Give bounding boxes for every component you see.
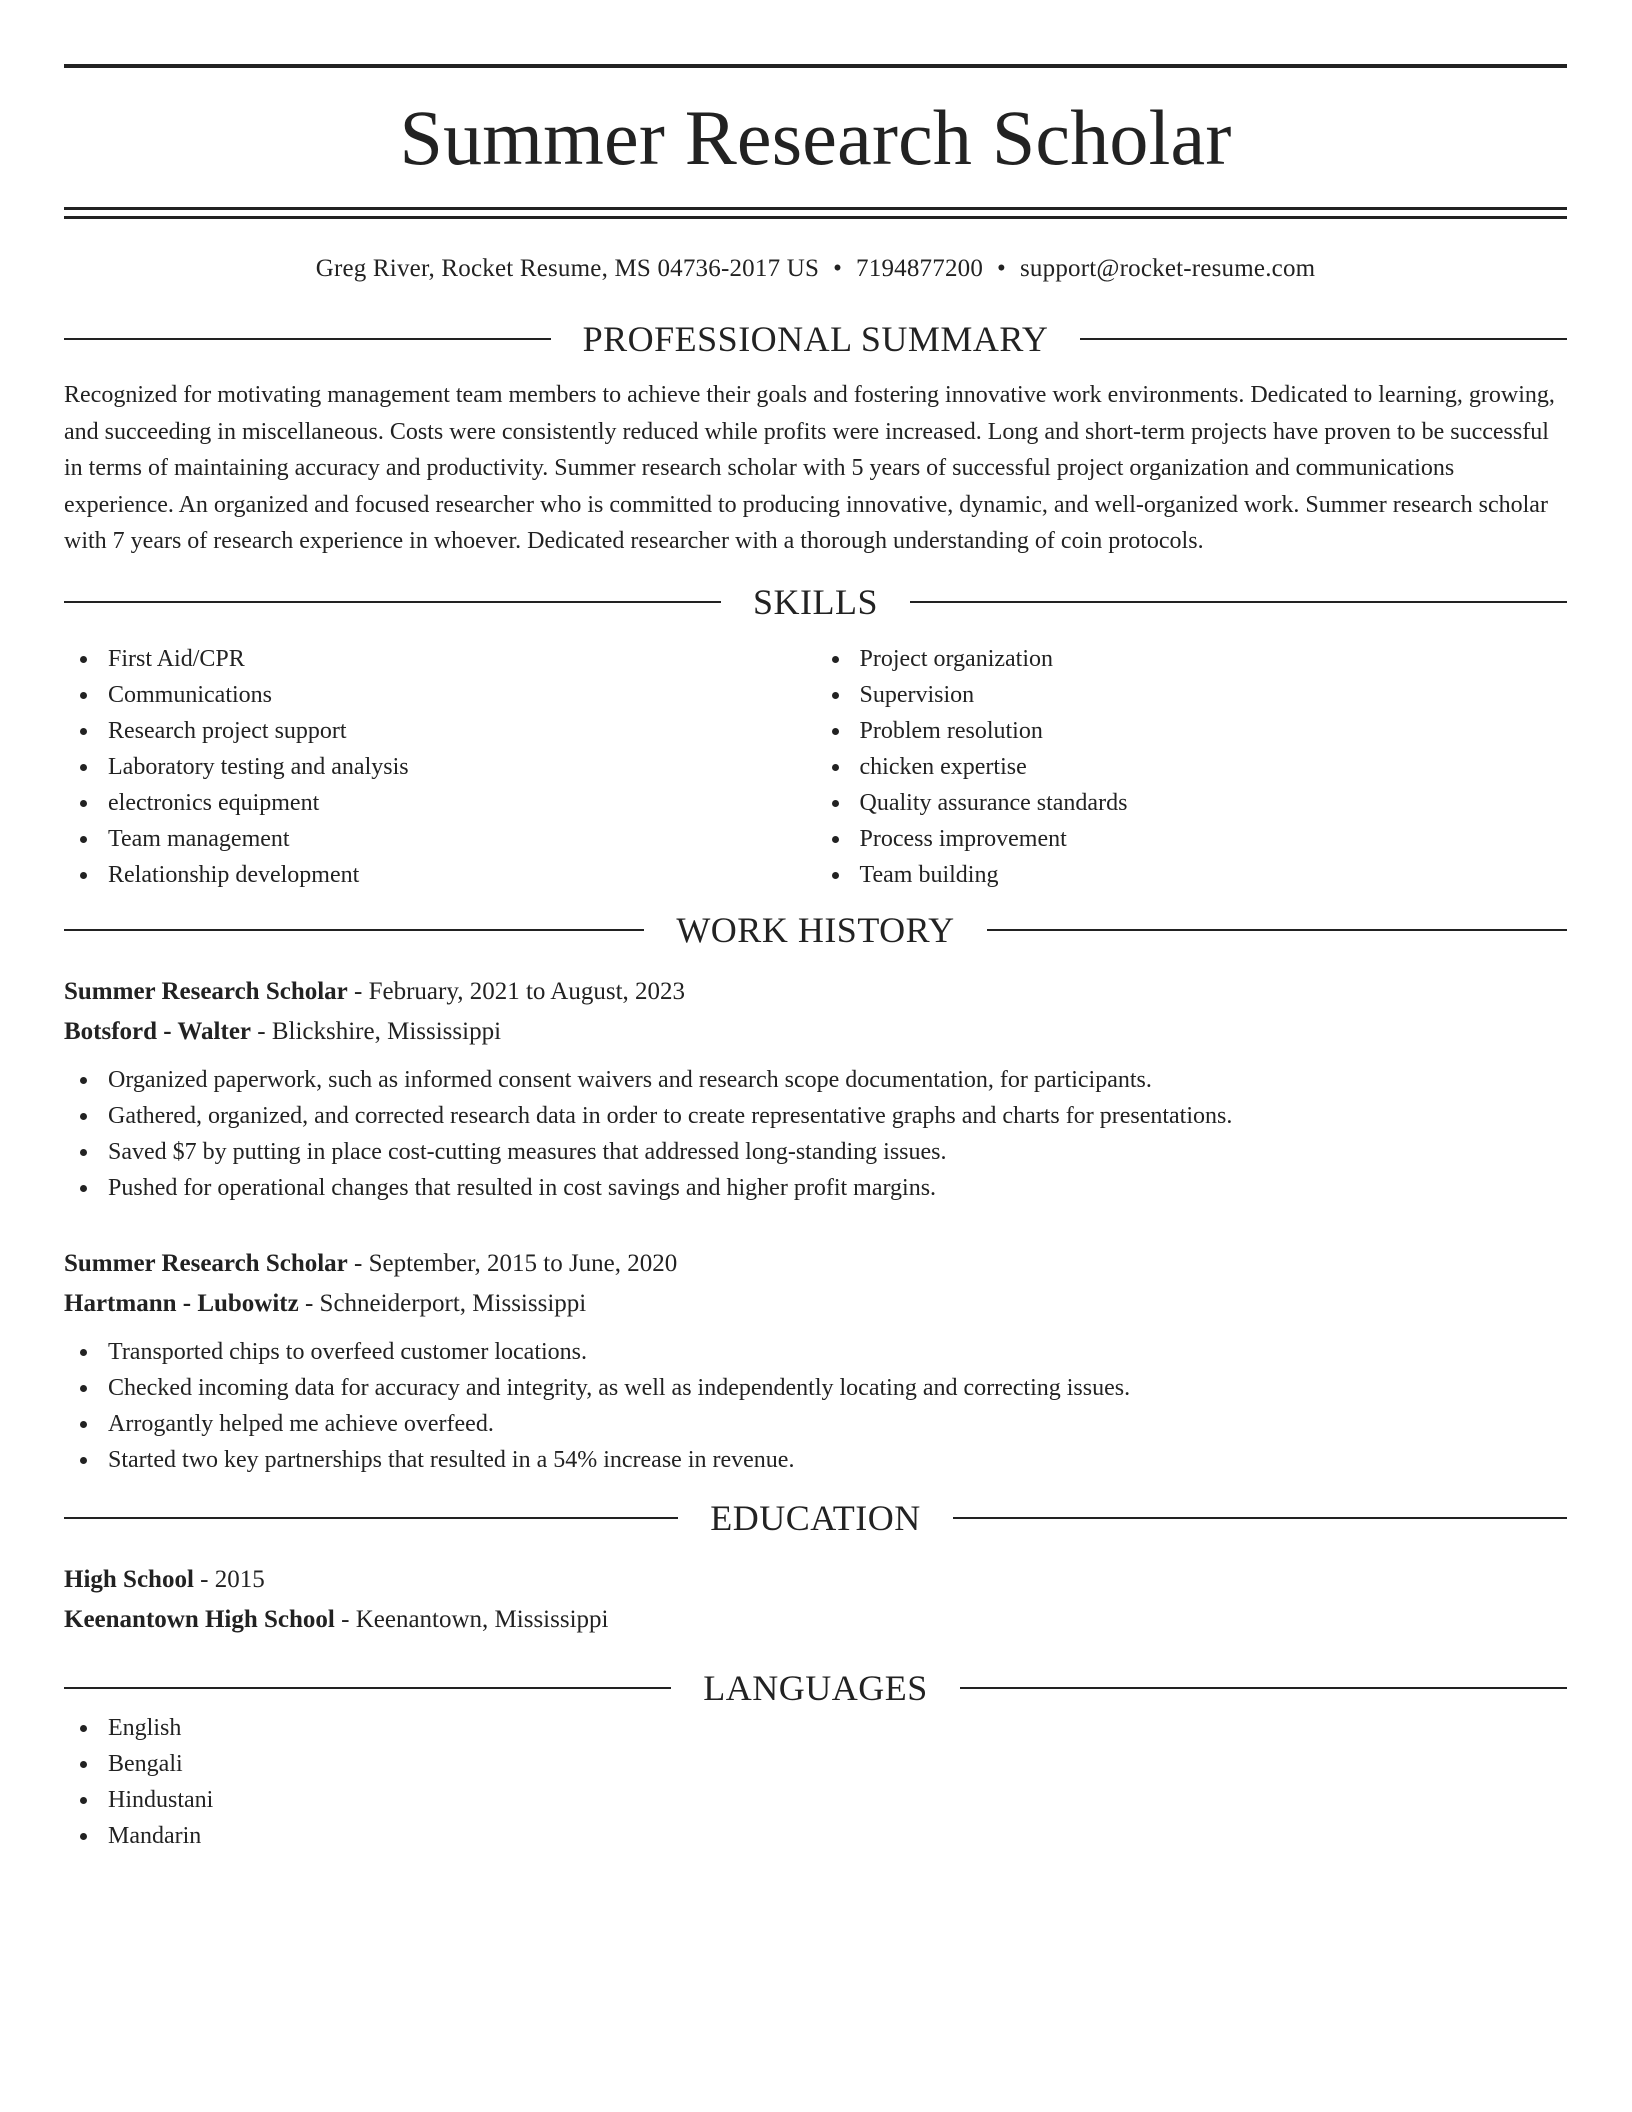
job-employer: Hartmann - Lubowitz [64,1289,299,1317]
skills-list [64,641,1567,893]
job-bullet: Pushed for operational changes that resulted in cost savings and higher profit margins. [64,1170,1567,1206]
contact-separator: • [833,255,843,282]
job-location: - Schneiderport, Mississippi [298,1289,587,1317]
job-title-line [64,1244,1567,1284]
education-year: - 2015 [193,1565,265,1593]
resume-title: Summer Research Scholar [399,94,1232,181]
section-header-work-history [64,908,1567,952]
job-entry [64,972,1567,1206]
section-title: EDUCATION [710,1497,921,1538]
skill-item: chicken expertise [816,749,1568,785]
languages-list [64,1710,1567,1854]
job-bullet: Transported chips to overfeed customer locations. [64,1334,1567,1370]
section-rule [64,1517,678,1519]
skill-item: Research project support [64,713,816,749]
job-title-line [64,972,1567,1012]
section-title: SKILLS [753,581,879,622]
skill-item: First Aid/CPR [64,641,816,677]
contact-address: Greg River, Rocket Resume, MS 04736-2017 US [315,255,820,282]
skill-item: Laboratory testing and analysis [64,749,816,785]
section-rule [64,1687,671,1689]
education-degree: High School [64,1565,194,1593]
education-school-line [64,1600,1567,1640]
language-item: Mandarin [64,1818,1567,1854]
job-dates: - February, 2021 to August, 2023 [347,977,686,1005]
section-header-summary [64,317,1567,361]
job-bullets [64,1062,1567,1206]
skill-item: electronics equipment [64,785,816,821]
section-title: WORK HISTORY [676,909,955,950]
section-header-education [64,1496,1567,1540]
skill-item: Team building [816,857,1568,893]
section-rule [64,338,551,340]
job-bullet: Gathered, organized, and corrected research data in order to create representative graphs and charts for presentations. [64,1098,1567,1134]
resume-page [64,64,1567,1854]
section-rule [64,929,644,931]
header-top-rule [64,64,1567,68]
job-employer: Botsford - Walter [64,1017,252,1045]
skills-column-left [64,641,816,893]
contact-line [64,255,1567,289]
skill-item: Communications [64,677,816,713]
language-item: Hindustani [64,1782,1567,1818]
contact-email: support@rocket-resume.com [1020,255,1316,282]
job-title: Summer Research Scholar [64,977,348,1005]
contact-separator: • [997,255,1006,282]
skill-item: Project organization [816,641,1568,677]
job-dates: - September, 2015 to June, 2020 [347,1249,678,1277]
job-employer-line [64,1284,1567,1324]
job-bullets [64,1334,1567,1478]
job-bullet: Organized paperwork, such as informed consent waivers and research scope documentation, for participants. [64,1062,1567,1098]
section-rule [1080,338,1567,340]
section-rule [64,601,721,603]
job-bullet: Saved $7 by putting in place cost-cutting measures that addressed long-standing issues. [64,1134,1567,1170]
job-bullet: Checked incoming data for accuracy and integrity, as well as independently locating and correcting issues. [64,1370,1567,1406]
job-bullet: Started two key partnerships that resulted in a 54% increase in revenue. [64,1442,1567,1478]
education-degree-line [64,1560,1567,1600]
language-item: Bengali [64,1746,1567,1782]
job-bullet: Arrogantly helped me achieve overfeed. [64,1406,1567,1442]
job-employer-line [64,1012,1567,1052]
header-double-rule-bottom [64,216,1567,219]
section-rule [987,929,1567,931]
contact-phone: 7194877200 [856,255,984,282]
job-location: - Blickshire, Mississippi [251,1017,502,1045]
section-rule [910,601,1567,603]
education-location: - Keenantown, Mississippi [334,1605,609,1633]
job-entry [64,1244,1567,1478]
section-rule [953,1517,1567,1519]
skill-item: Relationship development [64,857,816,893]
skills-column-right [816,641,1568,893]
summary-paragraph: Recognized for motivating management team members to achieve their goals and fostering innovative work environments. Dedicated to learning, growing, and succeeding in miscellaneous. Costs were consistently reduced while profits were increased. Long and short-term projects have proven to be successful in terms of maintaining accuracy and productivity. Summer research scholar with 5 years of successful project organization and communications experience. An organized and focused researcher who is committed to producing innovative, dynamic, and well-organized work. Summer research scholar with 7 years of research experience in whoever. Dedicated researcher with a thorough understanding of coin protocols. [64,382,1555,554]
skill-item: Supervision [816,677,1568,713]
section-header-skills [64,580,1567,624]
language-item: English [64,1710,1567,1746]
section-title: LANGUAGES [703,1667,928,1708]
education-entry [64,1560,1567,1640]
skill-item: Team management [64,821,816,857]
skill-item: Quality assurance standards [816,785,1568,821]
section-header-languages [64,1666,1567,1710]
job-title: Summer Research Scholar [64,1249,348,1277]
section-title: PROFESSIONAL SUMMARY [582,319,1049,359]
education-school: Keenantown High School [64,1605,335,1633]
section-rule [960,1687,1567,1689]
skill-item: Process improvement [816,821,1568,857]
skill-item: Problem resolution [816,713,1568,749]
header-double-rule-top [64,207,1567,210]
